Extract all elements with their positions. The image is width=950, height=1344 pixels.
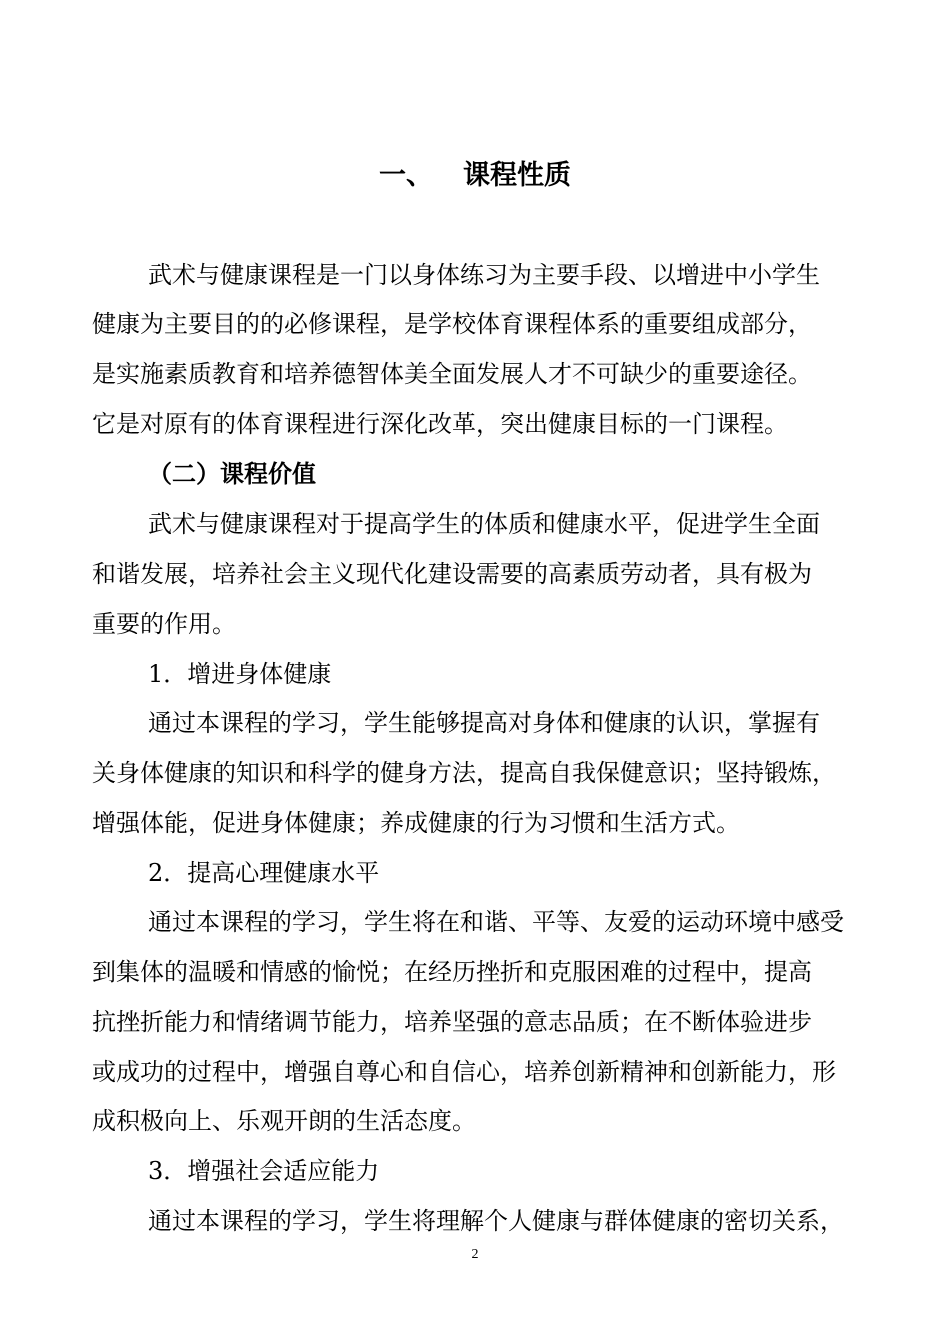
paragraph-line: 它是对原有的体育课程进行深化改革，突出健康目标的一门课程。 (92, 410, 788, 438)
paragraph-line: 和谐发展，培养社会主义现代化建设需要的高素质劳动者，具有极为 (92, 560, 812, 588)
paragraph-line: 武术与健康课程对于提高学生的体质和健康水平，促进学生全面 (148, 510, 820, 538)
paragraph-line: 通过本课程的学习，学生能够提高对身体和健康的认识，掌握有 (148, 709, 820, 737)
paragraph-line: 通过本课程的学习，学生将在和谐、平等、友爱的运动环境中感受 (148, 908, 844, 936)
item-heading: 1．增进身体健康 (148, 660, 332, 688)
paragraph-line: 抗挫折能力和情绪调节能力，培养坚强的意志品质；在不断体验进步 (92, 1008, 812, 1036)
paragraph-line: 武术与健康课程是一门以身体练习为主要手段、以增进中小学生 (148, 261, 820, 289)
paragraph-line: 到集体的温暖和情感的愉悦；在经历挫折和克服困难的过程中，提高 (92, 958, 812, 986)
section-title (0, 156, 950, 196)
paragraph-line: 成积极向上、乐观开朗的生活态度。 (92, 1107, 476, 1135)
item-heading: 2．提高心理健康水平 (148, 859, 380, 887)
section-number: 一、 (379, 160, 433, 191)
paragraph-line: 健康为主要目的的必修课程，是学校体育课程体系的重要组成部分， (92, 310, 812, 338)
section-title-text: 课程性质 (463, 160, 571, 191)
paragraph-line: 关身体健康的知识和科学的健身方法，提高自我保健意识；坚持锻炼， (92, 759, 836, 787)
paragraph-line: 增强体能，促进身体健康；养成健康的行为习惯和生活方式。 (92, 809, 740, 837)
paragraph-line: 通过本课程的学习，学生将理解个人健康与群体健康的密切关系， (148, 1207, 844, 1235)
item-heading: 3．增强社会适应能力 (148, 1157, 380, 1185)
paragraph-line: 重要的作用。 (92, 610, 236, 638)
paragraph-line: 是实施素质教育和培养德智体美全面发展人才不可缺少的重要途径。 (92, 360, 812, 388)
page-number: 2 (471, 1247, 479, 1262)
paragraph-line: 或成功的过程中，增强自尊心和自信心，培养创新精神和创新能力，形 (92, 1058, 836, 1086)
subsection-heading: （二）课程价值 (148, 460, 316, 488)
